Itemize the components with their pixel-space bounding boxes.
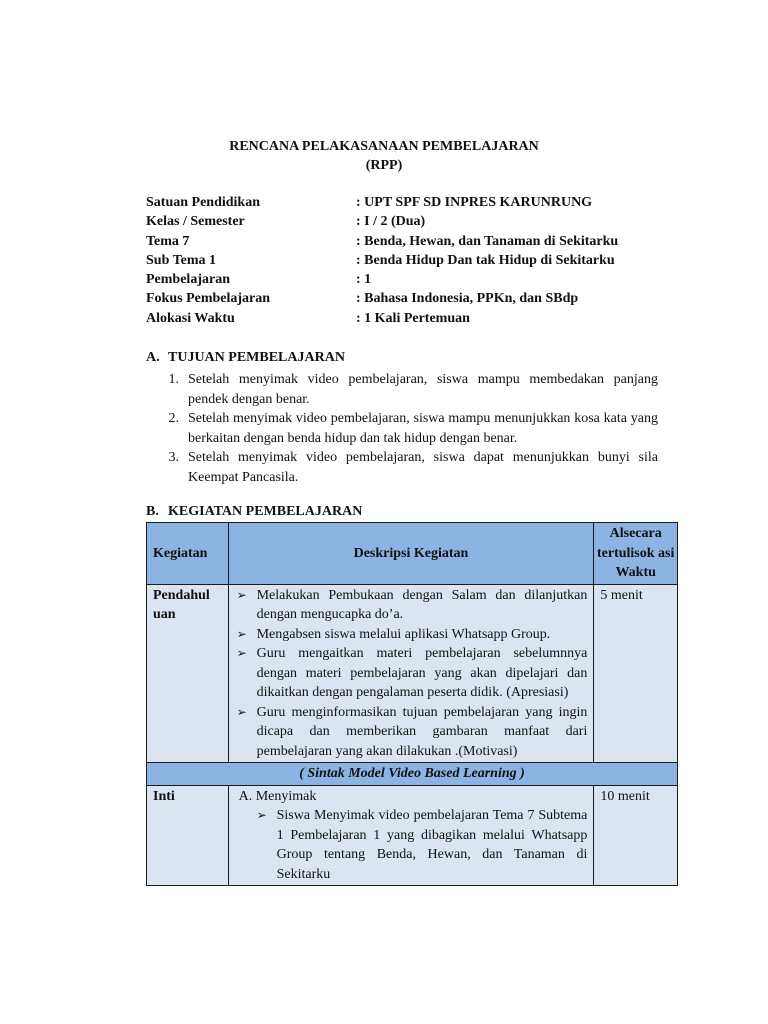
- table-row: [147, 763, 678, 786]
- info-row: [146, 195, 618, 214]
- info-label: Tema 7: [146, 233, 190, 249]
- info-row: [146, 291, 618, 310]
- bullet-text: Siswa Menyimak video pembelajaran Tema 7 Subtema 1 Pembelajaran 1 yang dibagikan melalui Whatsapp Group tentang Benda, Hewan, dan Tanaman di Sekitarku: [276, 808, 588, 882]
- info-row: [146, 253, 618, 272]
- activities-table: [146, 522, 678, 886]
- section-letter: B.: [146, 504, 159, 519]
- section-b-heading: [146, 504, 362, 520]
- header-deskripsi: Deskripsi Kegiatan: [228, 523, 594, 585]
- list-item: [146, 448, 658, 487]
- section-title: TUJUAN PEMBELAJARAN: [168, 350, 345, 365]
- inti-description: [228, 785, 594, 886]
- info-label: Fokus Pembelajaran: [146, 291, 271, 307]
- bullet-text: Melakukan Pembukaan dengan Salam dan dilanjutkan dengan mengucapka do’a.: [256, 587, 588, 622]
- time-pendahuluan: 5 menit: [594, 584, 678, 763]
- document-subtitle: (RPP): [365, 158, 403, 173]
- bullet-item: [235, 703, 588, 762]
- table-header-row: [147, 523, 678, 585]
- arrow-bullet-icon: ➢: [236, 587, 247, 602]
- header-kegiatan: Kegiatan: [147, 523, 229, 585]
- info-row: [146, 311, 618, 330]
- bullet-item: [235, 806, 588, 884]
- info-label: Sub Tema 1: [146, 252, 217, 268]
- list-text: Setelah menyimak video pembelajaran, siswa dapat menunjukkan bunyi sila Keempat Pancasila.: [188, 450, 658, 485]
- list-item: [146, 409, 658, 448]
- goals-list: [146, 370, 658, 487]
- section-a-heading: [146, 350, 345, 366]
- arrow-bullet-icon: ➢: [236, 626, 247, 641]
- info-row: [146, 234, 618, 253]
- info-value: : UPT SPF SD INPRES KARUNRUNG: [356, 195, 593, 210]
- table-row: [147, 584, 678, 763]
- list-number: 3.: [168, 450, 179, 465]
- info-row: [146, 214, 618, 233]
- info-label: Kelas / Semester: [146, 214, 245, 230]
- info-value: : Benda, Hewan, dan Tanaman di Sekitarku: [356, 233, 619, 249]
- arrow-bullet-icon: ➢: [236, 704, 247, 719]
- info-value: : Bahasa Indonesia, PPKn, dan SBdp: [356, 291, 579, 307]
- section-title: KEGIATAN PEMBELAJARAN: [168, 504, 363, 519]
- list-text: Setelah menyimak video pembelajaran, siswa mampu menunjukkan kosa kata yang berkaitan dengan benda hidup dan tak hidup dengan benar.: [188, 411, 658, 446]
- info-label: Alokasi Waktu: [146, 310, 235, 326]
- bullet-text: Mengabsen siswa melalui aplikasi Whatsapp Group.: [256, 626, 551, 642]
- document-title: RENCANA PELAKASANAAN PEMBELAJARAN: [229, 139, 539, 154]
- info-value: : Benda Hidup Dan tak Hidup di Sekitarku: [356, 252, 615, 268]
- bullet-item: [235, 586, 588, 625]
- info-row: [146, 272, 618, 291]
- list-text: Setelah menyimak video pembelajaran, siswa mampu membedakan panjang pendek dengan benar.: [188, 372, 658, 407]
- sintak-row: ( Sintak Model Video Based Learning ): [147, 763, 678, 786]
- subheading: A. Menyimak: [238, 788, 317, 804]
- bullet-item: [235, 625, 588, 645]
- arrow-bullet-icon: ➢: [256, 808, 267, 822]
- table-row: [147, 785, 678, 886]
- phase-pendahuluan: Pendahul uan: [147, 584, 229, 763]
- pendahuluan-description: [228, 584, 594, 763]
- section-letter: A.: [146, 350, 160, 365]
- list-item: [146, 370, 658, 409]
- list-number: 1.: [168, 372, 179, 387]
- info-value: : 1: [356, 272, 372, 288]
- identity-block: [146, 195, 618, 330]
- bullet-text: Guru mengaitkan materi pembelajaran sebelumnnya dengan materi pembelajaran yang akan dipelajari dan dikaitkan dengan pengalaman peserta didik. (Apresiasi): [256, 646, 588, 700]
- info-label: Pembelajaran: [146, 272, 230, 288]
- phase-inti: Inti: [147, 785, 229, 886]
- info-value: : I / 2 (Dua): [356, 214, 426, 230]
- info-label: Satuan Pendidikan: [146, 195, 260, 210]
- arrow-bullet-icon: ➢: [236, 646, 247, 660]
- header-alokasi: Alsecara tertulisok asi Waktu: [594, 523, 678, 585]
- bullet-text: Guru menginformasikan tujuan pembelajaran yang ingin dicapa dan memberikan gambaran manfaat dari pembelajaran yang akan dilakukan .(Motivasi): [256, 704, 588, 759]
- list-number: 2.: [168, 411, 179, 426]
- bullet-item: [235, 644, 588, 703]
- time-inti: 10 menit: [594, 785, 678, 886]
- info-value: : 1 Kali Pertemuan: [356, 310, 470, 326]
